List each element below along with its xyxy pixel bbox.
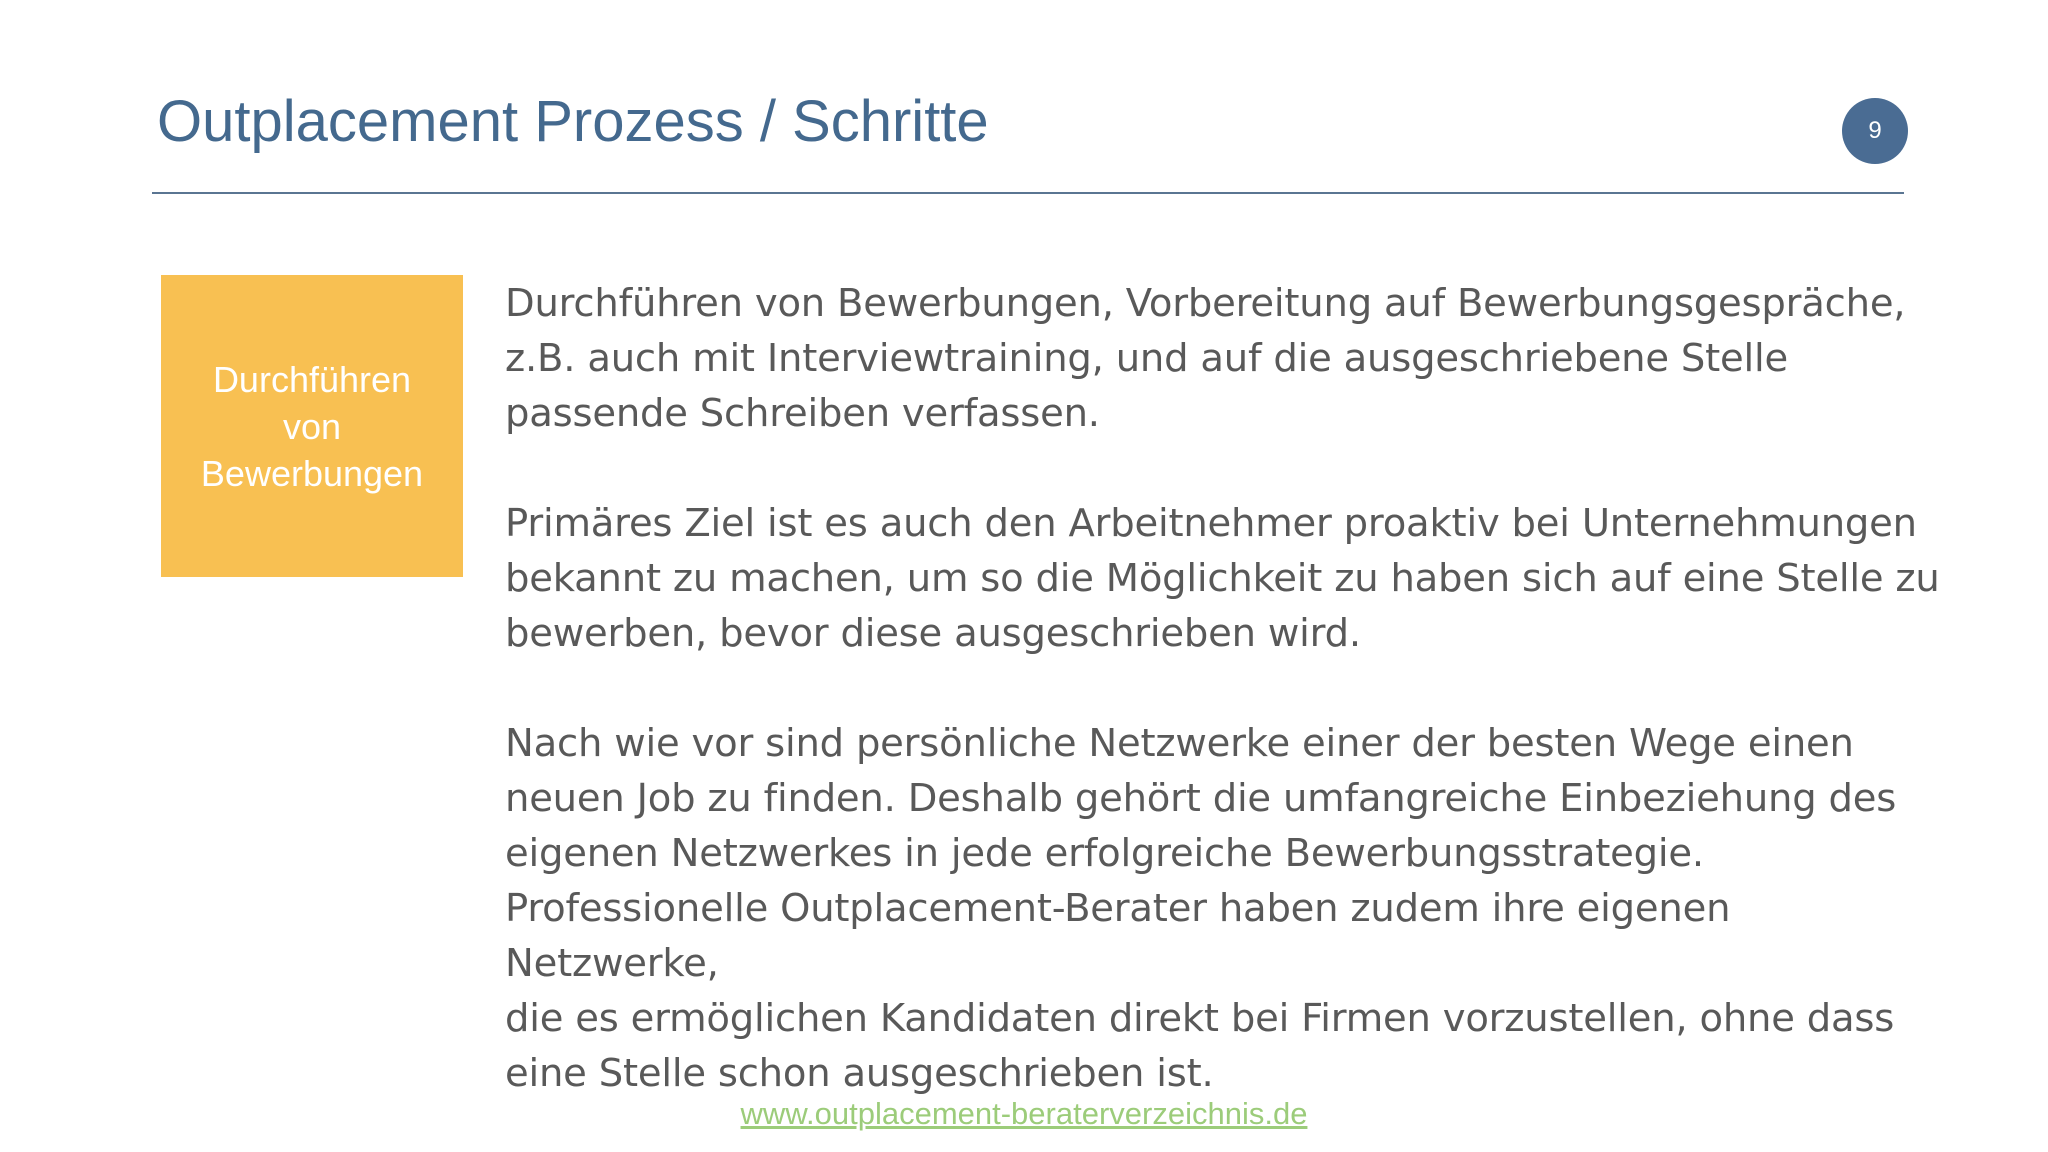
body-text	[505, 276, 1945, 1101]
paragraph-networks: Nach wie vor sind persönliche Netzwerke einer der besten Wege einen neuen Job zu finden. Deshalb gehört die umfangreiche Einbeziehung des eigenen Netzwerkes in jede erfolgreiche Bewerbungsstrategie. Professionelle Outplacement-Berater haben zudem ihre eigenen Netzwerke, die es ermöglichen Kandidaten direkt bei Firmen vorzustellen, ohne dass eine Stelle schon ausgeschrieben ist.	[505, 721, 1897, 1096]
paragraph-applications: Durchführen von Bewerbungen, Vorbereitung auf Bewerbungsgespräche, z.B. auch mit Interviewtraining, und auf die ausgeschriebene Stelle passende Schreiben verfassen.	[505, 281, 1906, 436]
step-label-line: Bewerbungen	[200, 452, 424, 494]
footer-website-link[interactable]: www.outplacement-beraterverzeichnis.de	[740, 1096, 1308, 1131]
step-label	[177, 356, 447, 497]
step-label-line: Durchführen	[212, 358, 412, 400]
step-label-line: von	[282, 405, 342, 447]
title-divider	[152, 192, 1904, 194]
page-number-badge: 9	[1842, 98, 1908, 164]
page-title: Outplacement Prozess / Schritte	[157, 89, 989, 154]
paragraph-primary-goal: Primäres Ziel ist es auch den Arbeitnehmer proaktiv bei Unternehmungen bekannt zu machen, um so die Möglichkeit zu haben sich auf eine Stelle zu bewerben, bevor diese ausgeschrieben wird.	[505, 501, 1940, 656]
step-box	[161, 275, 463, 577]
